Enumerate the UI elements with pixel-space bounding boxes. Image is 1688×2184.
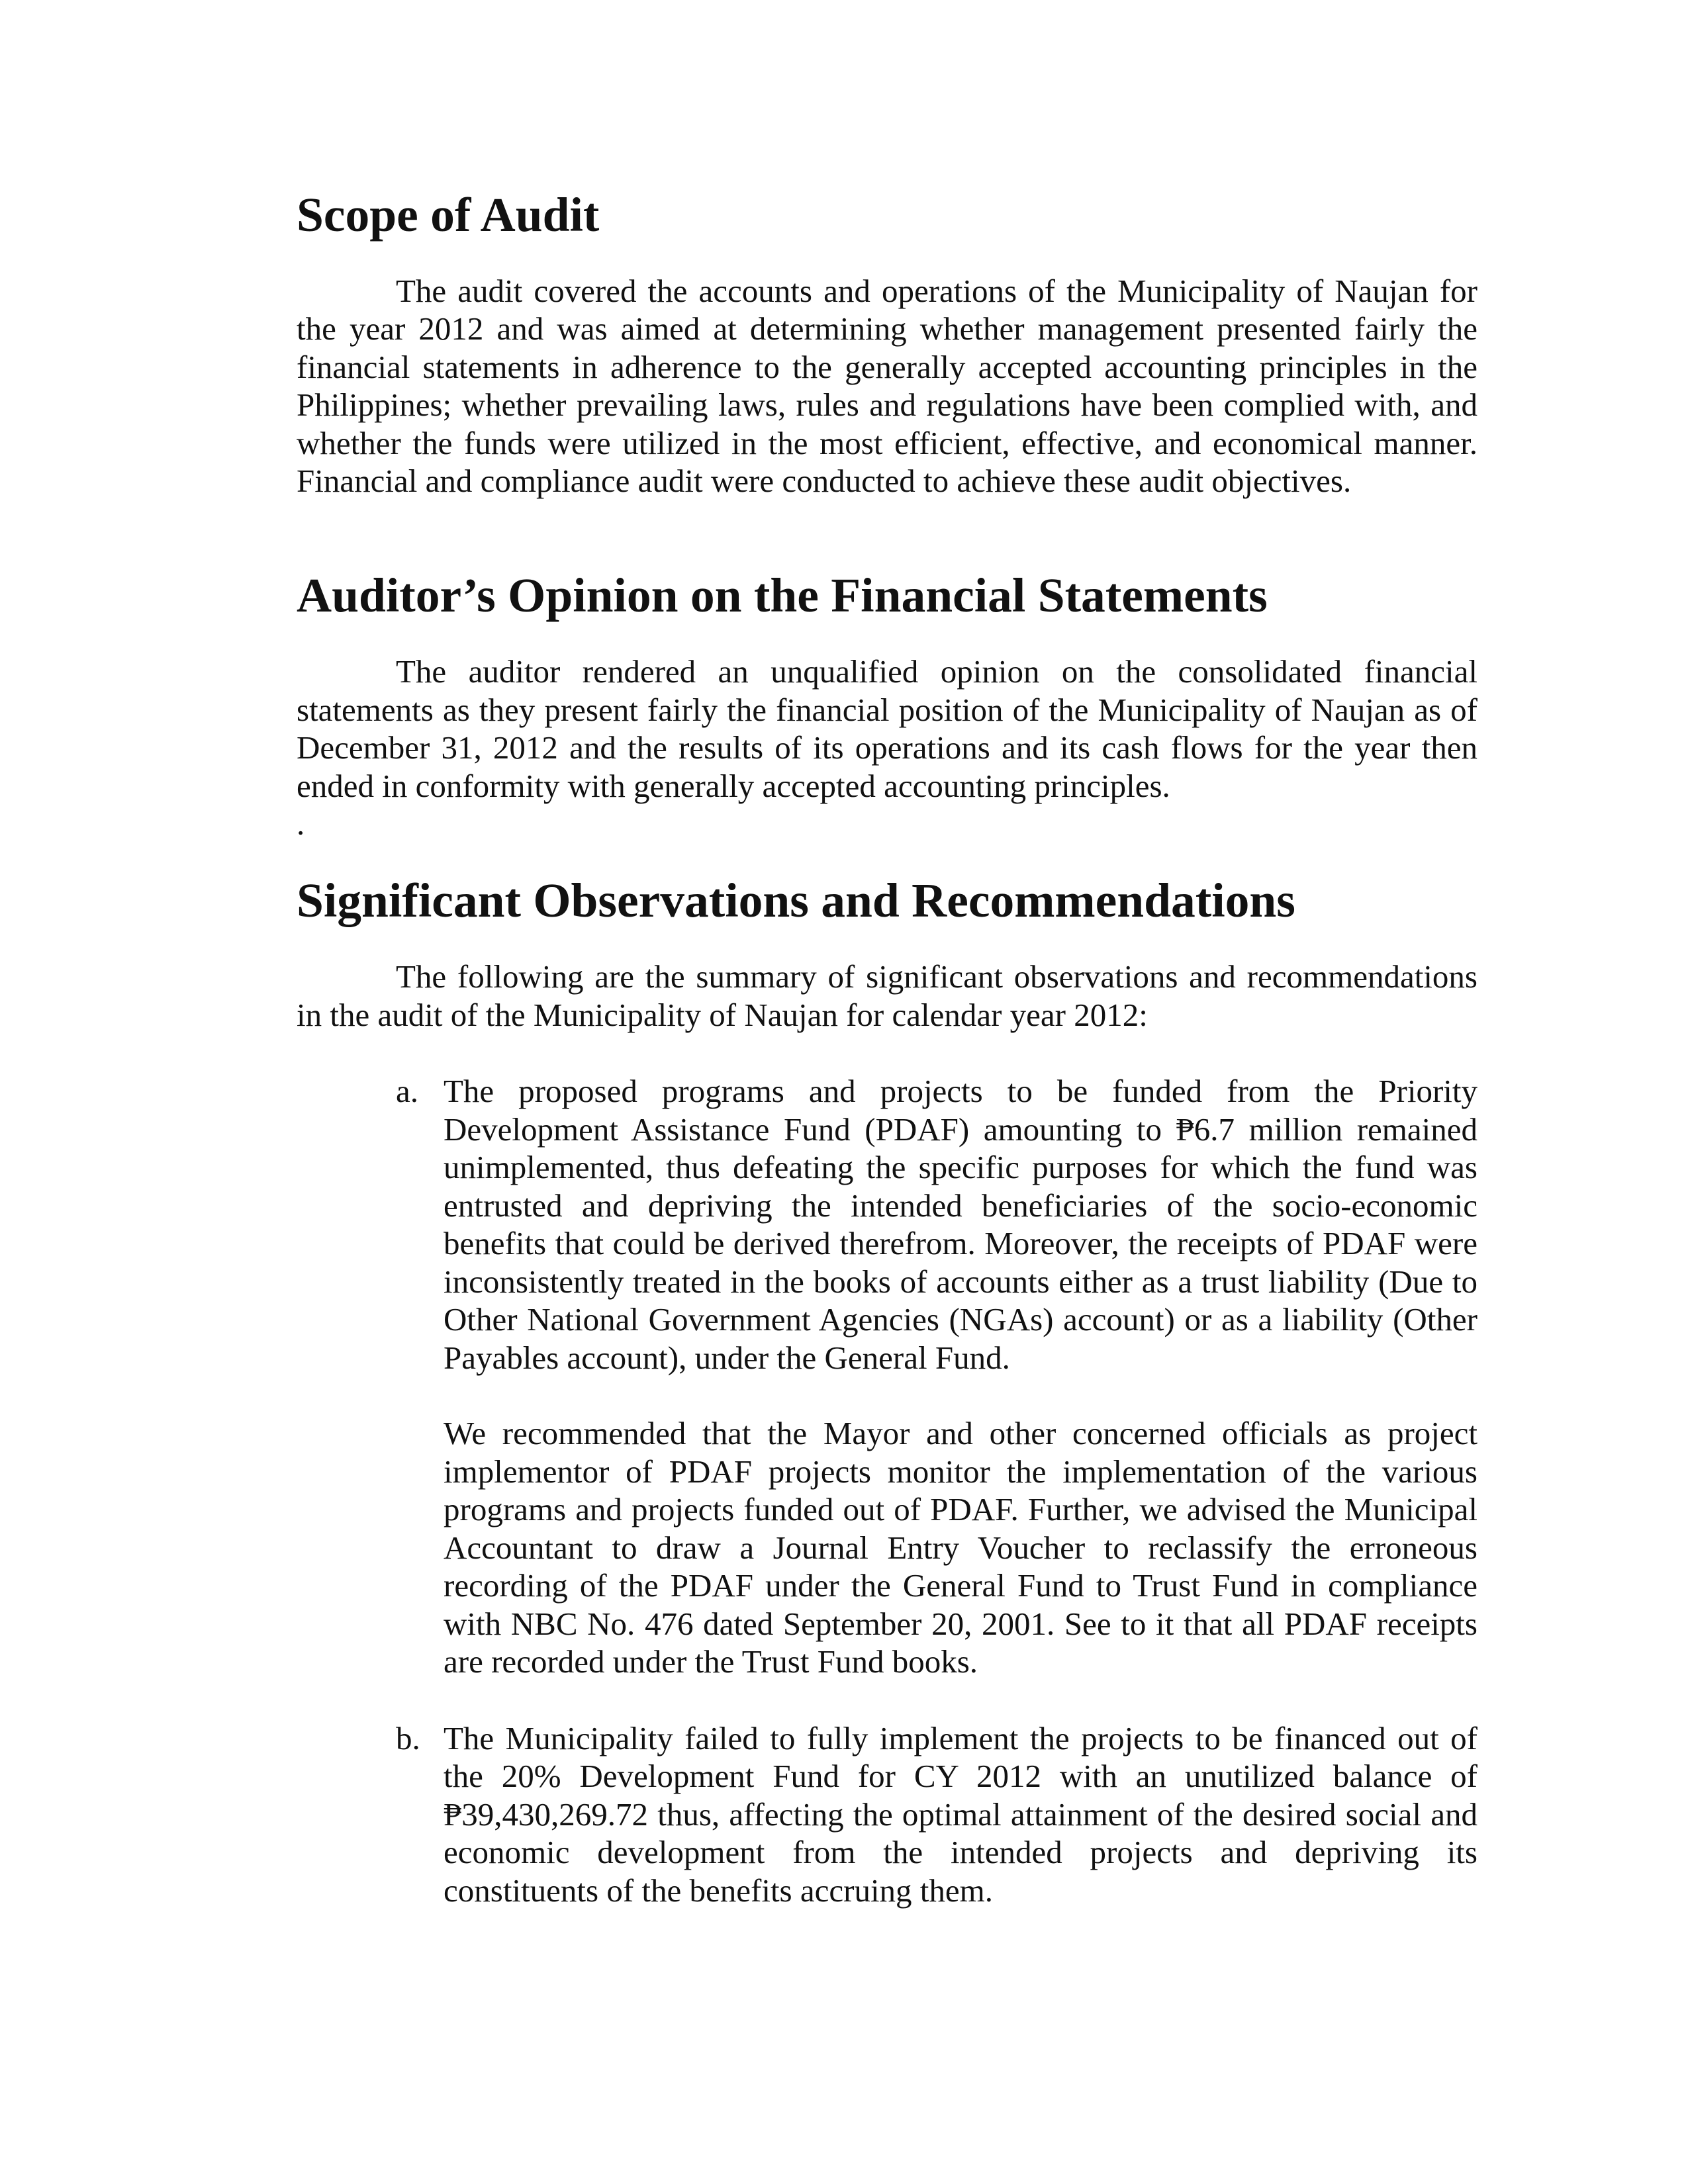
stray-period-mark: . <box>297 805 305 842</box>
list-marker: a. <box>396 1073 418 1109</box>
section-heading-significant-observations: Significant Observations and Recommendations <box>297 873 1295 927</box>
observation-finding-text: The proposed programs and projects to be funded from the Priority Development Assistance Fund (PDAF) amounting to ₱6.7 million remained unimplemented, thus defeating the specific purposes for which the fund was entrusted and depriving the intended beneficiaries of the socio-economic benefits that could be derived therefrom. Moreover, the receipts of PDAF were inconsistently treated in the books of accounts either as a trust liability (Due to Other National Government Agencies (NGAs) account) or as a liability (Other Payables account), under the General Fund. <box>444 1073 1477 1376</box>
section-heading-scope-of-audit: Scope of Audit <box>297 188 600 242</box>
observation-recommendation-text: We recommended that the Mayor and other concerned officials as project implementor of PDAF projects monitor the implementation of the various programs and projects funded out of PDAF. Further, we advised the Municipal Accountant to draw a Journal Entry Voucher to reclassify the erroneous recording of the PDAF under the General Fund to Trust Fund in compliance with NBC No. 476 dated September 20, 2001. See to it that all PDAF receipts are recorded under the Trust Fund books. <box>444 1415 1477 1680</box>
significant-observations-intro-paragraph: The following are the summary of significant observations and recommendations in the audit of the Municipality of Naujan for calendar year 2012: <box>297 958 1477 1033</box>
auditors-opinion-paragraph: The auditor rendered an unqualified opinion on the consolidated financial statements as they present fairly the financial position of the Municipality of Naujan as of December 31, 2012 and the results of its operations and its cash flows for the year then ended in conformity with generally accepted accounting principles. <box>297 653 1477 804</box>
observation-finding-text: The Municipality failed to fully implement the projects to be financed out of the 20% Development Fund for CY 2012 with an unutilized balance of ₱39,430,269.72 thus, affecting the optimal attainment of the desired social and economic development from the intended projects and depriving its constituents of the benefits accruing them. <box>444 1719 1477 1909</box>
section-heading-auditors-opinion: Auditor’s Opinion on the Financial Statements <box>297 568 1268 622</box>
scope-of-audit-paragraph: The audit covered the accounts and operations of the Municipality of Naujan for the year 2012 and was aimed at determining whether management presented fairly the financial statements in adherence to the generally accepted accounting principles in the Philippines; whether prevailing laws, rules and regulations have been complied with, and whether the funds were utilized in the most efficient, effective, and economical manner. Financial and compliance audit were conducted to achieve these audit objectives. <box>297 272 1477 499</box>
observations-list <box>297 1072 1477 1909</box>
list-marker: b. <box>396 1719 420 1756</box>
document-page <box>297 188 1477 1942</box>
observation-item-a <box>297 1072 1477 1681</box>
observation-item-b <box>297 1719 1477 1910</box>
